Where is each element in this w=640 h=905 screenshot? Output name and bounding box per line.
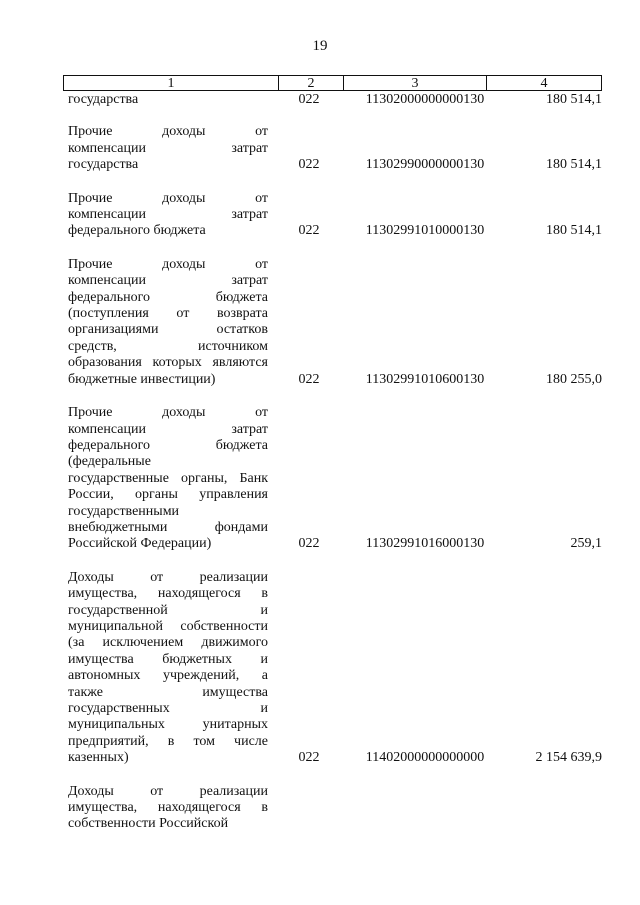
table-header: [63, 75, 602, 91]
table-row: [68, 92, 602, 108]
budget-classification-code: 11302000000000130: [365, 92, 485, 107]
description-line: государственных и: [68, 701, 268, 716]
table-row: [68, 570, 602, 767]
row-description: [68, 124, 268, 173]
column-header-1: 1: [64, 76, 279, 90]
description-line: Прочие доходы от: [68, 190, 268, 206]
row-description: [68, 92, 268, 108]
amount: 259,1: [570, 536, 602, 552]
table-row: [68, 124, 602, 173]
budget-classification-code: 11302990000000130: [365, 157, 485, 173]
description-line: компенсации затрат: [68, 207, 268, 223]
row-description: [68, 257, 268, 388]
description-line: казенных): [68, 750, 129, 766]
description-line: федерального бюджета: [68, 437, 268, 453]
column-header-4: 4: [540, 76, 548, 91]
description-line: внебюджетными фондами: [68, 519, 268, 535]
budget-classification-code: 11302991016000130: [365, 536, 485, 552]
column-header-3: 3: [344, 76, 487, 90]
row-description: [68, 405, 268, 553]
description-line: собственности Российской: [68, 816, 229, 832]
table-row: [68, 405, 602, 553]
description-line: имущества, находящегося в: [68, 800, 268, 816]
description-line: (поступления от возврата: [68, 306, 268, 322]
admin-code: 022: [298, 536, 320, 552]
description-line: муниципальных унитарных: [68, 717, 268, 733]
admin-code: 022: [298, 371, 320, 387]
description-line: Прочие доходы от: [68, 256, 268, 272]
row-description: [68, 570, 268, 767]
description-line: имущества, находящегося в: [68, 586, 268, 602]
description-line: Доходы от реализации: [68, 783, 268, 799]
amount: 180 255,0: [546, 371, 602, 387]
amount: 180 514,1: [546, 92, 602, 107]
description-line: средств, источником: [68, 338, 268, 354]
description-line: государства: [68, 92, 139, 107]
description-line: государственные органы, Банк: [68, 470, 268, 486]
admin-code: 022: [298, 92, 320, 107]
description-line: предприятий, в том числе: [68, 733, 268, 749]
row-description: [68, 191, 268, 240]
description-line: образования которых являются: [68, 355, 268, 371]
description-line: федерального бюджета: [68, 223, 206, 239]
description-line: государственными: [68, 503, 180, 519]
description-line: компенсации затрат: [68, 273, 268, 289]
page-number: 19: [312, 38, 328, 54]
table-row: [68, 257, 602, 388]
description-line: Российской Федерации): [68, 536, 212, 552]
row-description: [68, 784, 268, 833]
budget-classification-code: 11302991010000130: [365, 223, 485, 239]
admin-code: 022: [298, 157, 320, 173]
description-line: организациями остатков: [68, 322, 268, 338]
description-line: федерального бюджета: [68, 289, 268, 305]
description-line: России, органы управления: [68, 487, 268, 503]
description-line: Доходы от реализации: [68, 569, 268, 585]
amount: 180 514,1: [546, 223, 602, 239]
budget-classification-code: 11402000000000000: [365, 750, 485, 766]
description-line: бюджетные инвестиции): [68, 371, 216, 387]
description-line: Прочие доходы от: [68, 405, 268, 421]
description-line: компенсации затрат: [68, 421, 268, 437]
table-row: [68, 191, 602, 240]
column-header-2: 2: [279, 76, 344, 90]
table-row: [68, 784, 602, 833]
description-line: (федеральные: [68, 454, 151, 470]
description-line: имущества бюджетных и: [68, 651, 268, 667]
description-line: автономных учреждений, а: [68, 668, 268, 684]
description-line: государственной и: [68, 602, 268, 618]
amount: 180 514,1: [546, 157, 602, 173]
description-line: компенсации затрат: [68, 140, 268, 156]
description-line: (за исключением движимого: [68, 635, 268, 651]
description-line: государства: [68, 157, 139, 173]
budget-classification-code: 11302991010600130: [365, 371, 485, 387]
description-line: также имущества: [68, 684, 268, 700]
admin-code: 022: [298, 750, 320, 766]
description-line: Прочие доходы от: [68, 124, 268, 140]
admin-code: 022: [298, 223, 320, 239]
description-line: муниципальной собственности: [68, 618, 268, 634]
amount: 2 154 639,9: [535, 750, 602, 766]
table-body: [68, 92, 602, 850]
